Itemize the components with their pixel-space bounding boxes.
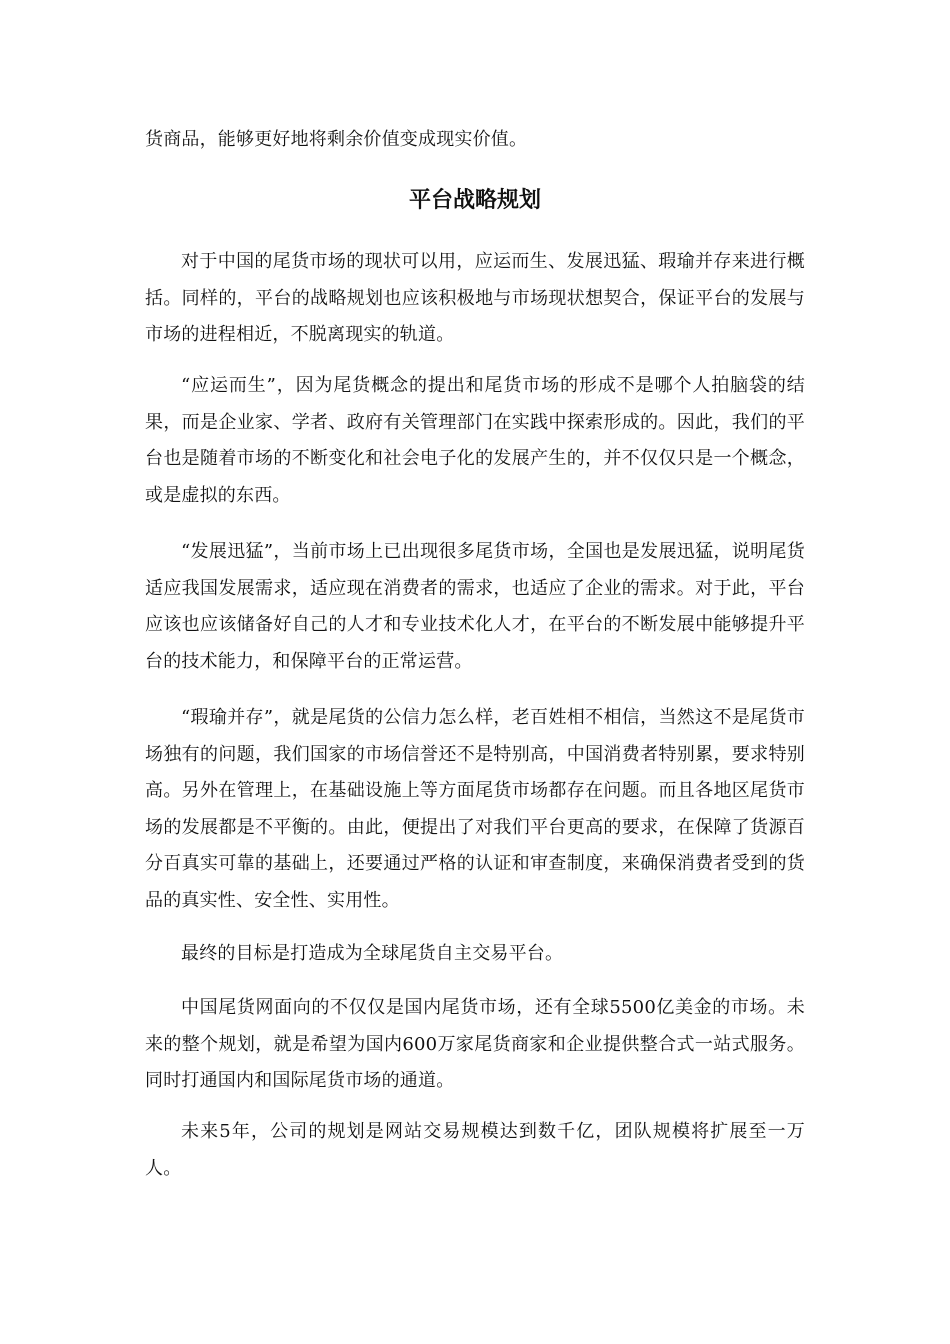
- paragraph-2: “应运而生”，因为尾货概念的提出和尾货市场的形成不是哪个人拍脑袋的结果，而是企业家、学者、政府有关管理部门在实践中探索形成的。因此，我们的平台也是随着市场的不断变化和社会电子化的发展产生的，并不仅仅只是一个概念，或是虚拟的东西。: [145, 375, 805, 506]
- paragraph-5: 最终的目标是打造成为全球尾货自主交易平台。: [181, 943, 564, 964]
- paragraph-7: 未来5年，公司的规划是网站交易规模达到数千亿，团队规模将扩展至一万人。: [145, 1121, 805, 1179]
- paragraph-6: 中国尾货网面向的不仅仅是国内尾货市场，还有全球5500亿美金的市场。未来的整个规划，就是希望为国内600万家尾货商家和企业提供整合式一站式服务。同时打通国内和国际尾货市场的通道。: [145, 997, 805, 1091]
- paragraph-1: 对于中国的尾货市场的现状可以用，应运而生、发展迅猛、瑕瑜并存来进行概括。同样的，平台的战略规划也应该积极地与市场现状想契合，保证平台的发展与市场的进程相近，不脱离现实的轨道。: [145, 251, 805, 345]
- continuation-paragraph: 货商品，能够更好地将剩余价值变成现实价值。: [145, 129, 528, 150]
- paragraph-4: “瑕瑜并存”，就是尾货的公信力怎么样，老百姓相不相信，当然这不是尾货市场独有的问题，我们国家的市场信誉还不是特别高，中国消费者特别累，要求特别高。另外在管理上，在基础设施上等方面尾货市场都存在问题。而且各地区尾货市场的发展都是不平衡的。由此，便提出了对我们平台更高的要求，在保障了货源百分百真实可靠的基础上，还要通过严格的认证和审查制度，来确保消费者受到的货品的真实性、安全性、实用性。: [145, 707, 805, 911]
- paragraph-3: “发展迅猛”，当前市场上已出现很多尾货市场，全国也是发展迅猛，说明尾货适应我国发展需求，适应现在消费者的需求，也适应了企业的需求。对于此，平台应该也应该储备好自己的人才和专业技术化人才，在平台的不断发展中能够提升平台的技术能力，和保障平台的正常运营。: [145, 541, 805, 672]
- section-heading: 平台战略规划: [408, 188, 541, 213]
